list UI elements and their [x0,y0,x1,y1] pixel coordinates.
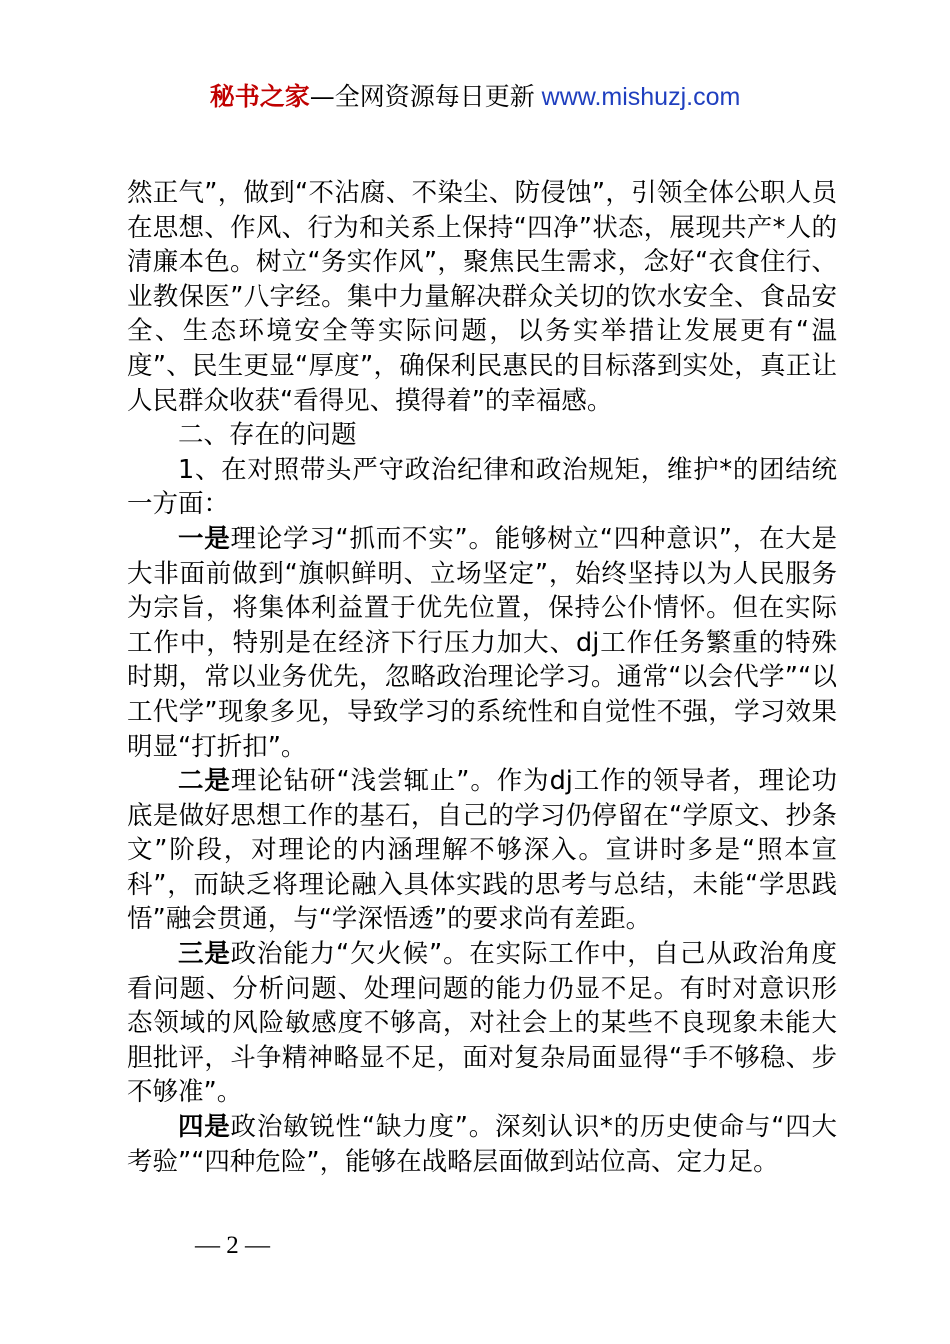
subsection-heading [127,453,837,522]
paragraph-text: 二、存在的问题 [178,420,357,451]
paragraph-lead: 三是 [178,939,231,970]
paragraph-lead: 二是 [178,766,231,797]
document-body [127,176,837,1179]
issue-paragraph-4 [127,1110,837,1179]
site-tagline: —全网资源每日更新 [309,82,535,111]
issue-paragraph-3 [127,937,837,1110]
paragraph-text: 然正气”，做到“不沾腐、不染尘、防侵蚀”，引领全体公职人员在思想、作风、行为和关系上保持“四净”状态，展现共产*人的清廉本色。树立“务实作风”，聚焦民生需求，念好“衣食住行、业教保医”八字经。集中力量解决群众关切的饮水安全、食品安全、生态环境安全等实际问题，以务实举措让发展更有“温度”、民生更显“厚度”，确保利民惠民的目标落到实处，真正让人民群众收获“看得见、摸得着”的幸福感。 [127,178,837,416]
section-heading [127,418,837,453]
site-header [0,80,950,114]
paragraph-text: 理论钻研“浅尝辄止”。作为dj工作的领导者，理论功底是做好思想工作的基石，自己的学习仍停留在“学原文、抄条文”阶段，对理论的内涵理解不够深入。宣讲时多是“照本宣科”，而缺乏将理论融入具体实践的思考与总结，未能“学思践悟”融会贯通，与“学深悟透”的要求尚有差距。 [127,766,837,935]
paragraph-lead: 四是 [178,1112,231,1143]
issue-paragraph-1 [127,522,837,764]
paragraph-text: 政治能力“欠火候”。在实际工作中，自己从政治角度看问题、分析问题、处理问题的能力仍显不足。有时对意识形态领域的风险敏感度不够高，对社会上的某些不良现象未能大胆批评，斗争精神略显不足，面对复杂局面显得“手不够稳、步不够准”。 [127,939,837,1108]
site-url[interactable]: www.mishuzj.com [534,83,741,111]
paragraph-text: 政治敏锐性“缺力度”。深刻认识*的历史使命与“四大考验”“四种危险”，能够在战略层面做到站位高、定力足。 [127,1112,837,1177]
paragraph-text: 理论学习“抓而不实”。能够树立“四种意识”，在大是大非面前做到“旗帜鲜明、立场坚定”，始终坚持以为人民服务为宗旨，将集体利益置于优先位置，保持公仆情怀。但在实际工作中，特别是在经济下行压力加大、dj工作任务繁重的特殊时期，常以业务优先，忽略政治理论学习。通常“以会代学”“以工代学”现象多见，导致学习的系统性和自觉性不强，学习效果明显“打折扣”。 [127,523,837,762]
issue-paragraph-2 [127,764,837,937]
page-number: — 2 — [195,1232,270,1259]
site-brand: 秘书之家 [209,82,310,111]
paragraph-lead: 一是 [178,523,231,554]
paragraph-text: 1、在对照带头严守政治纪律和政治规矩，维护*的团结统一方面： [127,454,837,520]
paragraph-continuation [127,176,837,418]
